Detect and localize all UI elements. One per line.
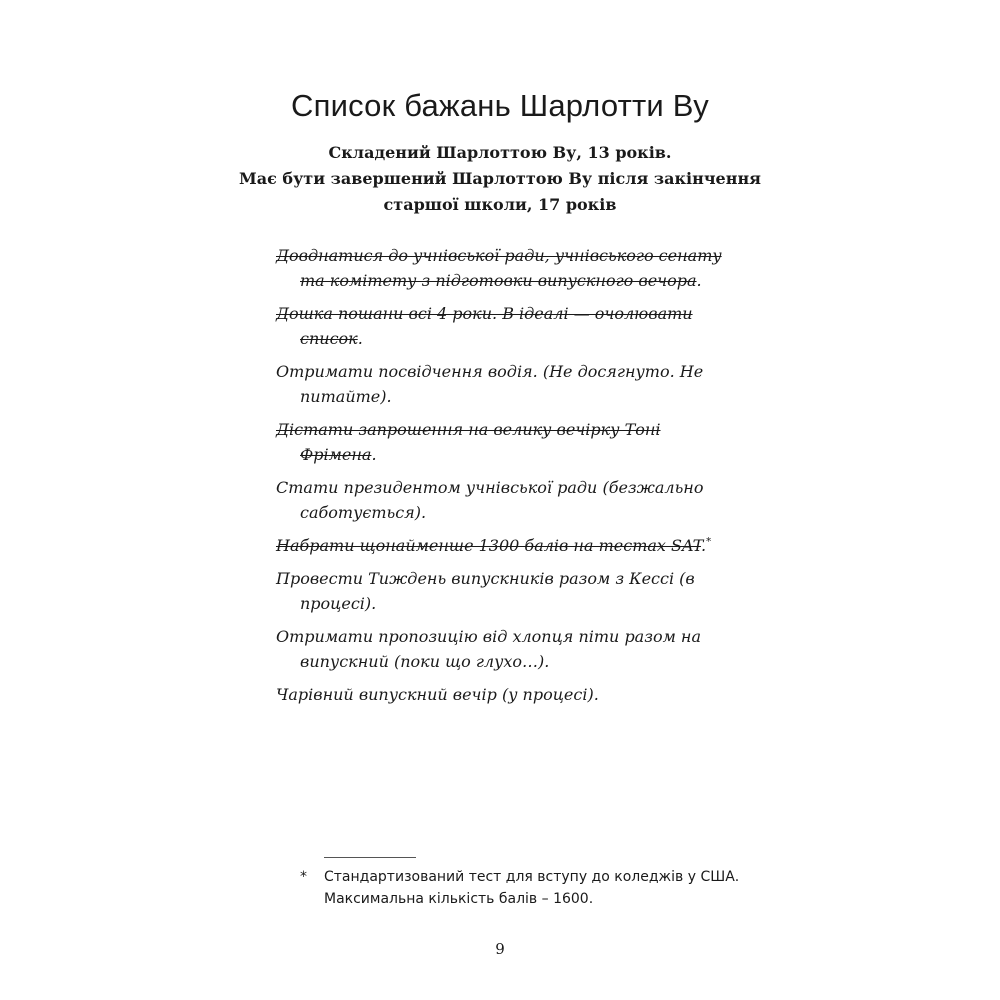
item-text-end: . <box>700 536 707 555</box>
list-item <box>276 243 726 293</box>
footnote-reference: * <box>706 536 712 548</box>
list-subtitle <box>0 140 1000 218</box>
footnote-line-1: Стандартизований тест для вступу до коледжів у США. <box>324 869 740 885</box>
item-text-struck: Довднатися до учнівської ради, учнівського сенату та комітету з підготовки випускного вечора <box>276 246 722 290</box>
item-text: Провести Тиждень випускників разом з Кессі (в процесі). <box>276 569 695 613</box>
list-item <box>276 566 726 616</box>
item-text: Стати президентом учнівської ради (безжально саботується). <box>276 478 704 522</box>
list-item <box>276 301 726 351</box>
item-text-struck: Дошка пошани всі 4 роки. В ідеалі — очолювати список <box>276 304 693 348</box>
page-title: Список бажань Шарлотти Ву <box>291 88 709 123</box>
list-item <box>276 417 726 467</box>
subtitle-line-3: старшої школи, 17 років <box>383 195 617 214</box>
item-text-end: . <box>371 445 377 464</box>
page-number: 9 <box>495 940 505 958</box>
item-text-end: . <box>357 329 363 348</box>
footnote <box>300 866 750 910</box>
item-text: Чарівний випускний вечір (у процесі). <box>276 685 599 704</box>
list-item <box>276 533 726 558</box>
item-text-struck: Набрати щонайменше 1300 балів на тестах SAT <box>276 536 701 555</box>
list-item <box>276 475 726 525</box>
footnote-divider <box>324 857 416 858</box>
wish-list <box>276 243 726 715</box>
subtitle-line-2: Має бути завершений Шарлоттою Ву після закінчення <box>239 169 761 188</box>
item-text: Отримати пропозицію від хлопця піти разом на випускний (поки що глухо…). <box>276 627 702 671</box>
footnote-line-2: Максимальна кількість балів – 1600. <box>324 891 594 907</box>
list-item <box>276 682 726 707</box>
item-text-end: . <box>696 271 702 290</box>
item-text: Отримати посвідчення водія. (Не досягнуто. Не питайте). <box>276 362 704 406</box>
subtitle-line-1: Складений Шарлоттою Ву, 13 років. <box>328 143 672 162</box>
list-item <box>276 359 726 409</box>
item-text-struck: Дістати запрошення на велику вечірку Тоні Фрімена <box>276 420 661 464</box>
footnote-mark: * <box>300 869 307 885</box>
list-item <box>276 624 726 674</box>
